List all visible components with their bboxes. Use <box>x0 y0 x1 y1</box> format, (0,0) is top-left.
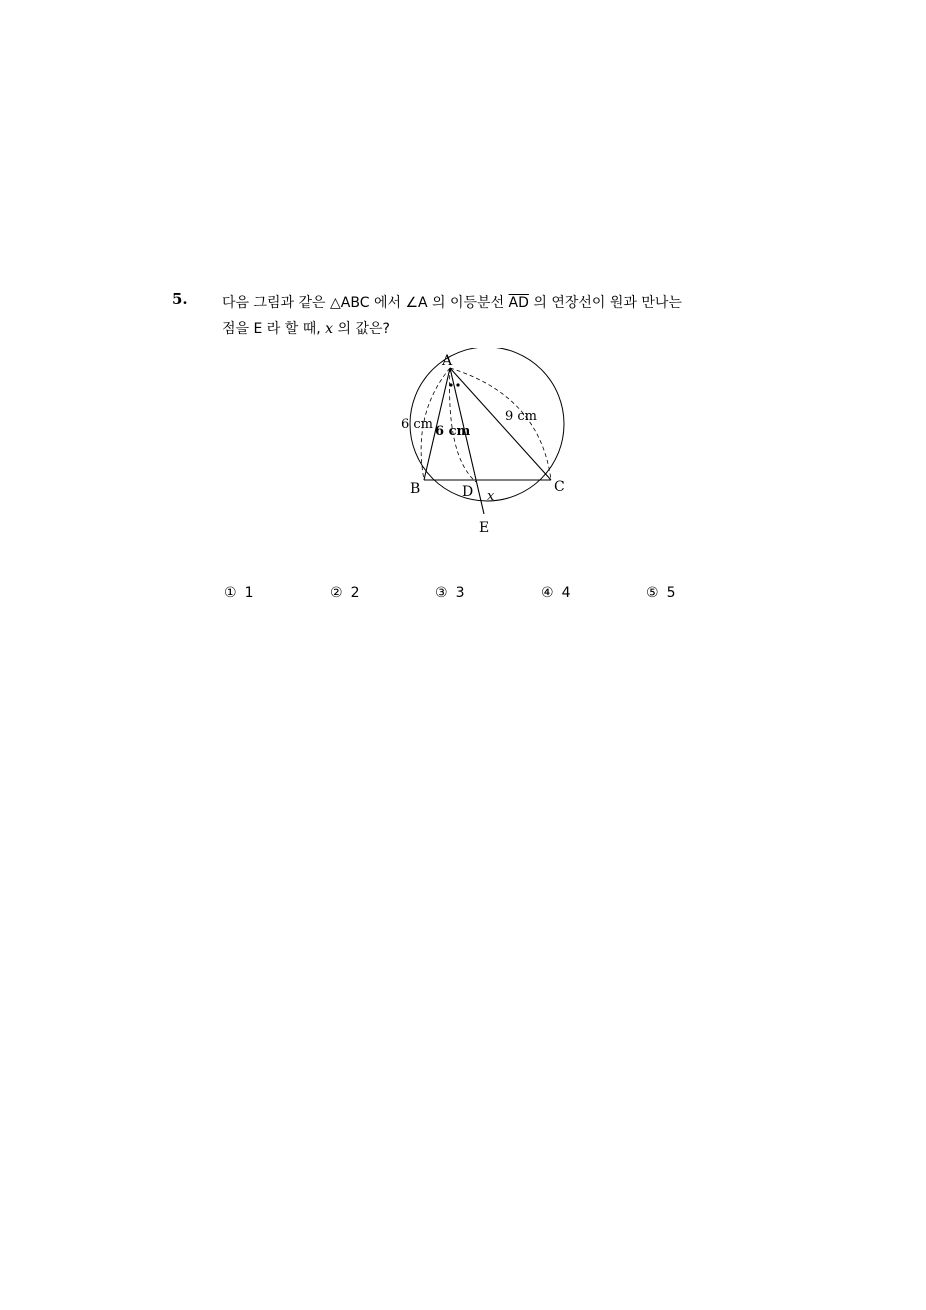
point-b-label: B <box>410 481 421 497</box>
variable-x: x <box>325 321 334 337</box>
answer-choices <box>224 585 764 607</box>
circumcircle <box>410 348 564 501</box>
question-line-2-prefix: 점을 E 라 할 때, <box>222 321 326 337</box>
angle-mark-right <box>456 383 459 386</box>
figure-svg <box>390 348 580 543</box>
point-d-label: D <box>462 484 474 500</box>
choice-1-mark: ① <box>224 585 237 601</box>
choice-5-value: 5 <box>666 585 676 601</box>
choice-1[interactable] <box>224 585 253 601</box>
point-a-label: A <box>442 353 453 369</box>
choice-1-value: 1 <box>244 585 254 601</box>
question-text <box>222 290 782 342</box>
choice-3-value: 3 <box>455 585 465 601</box>
question-line-2 <box>222 316 782 342</box>
length-de-label: x <box>487 489 495 504</box>
question-line-1-prefix: 다음 그림과 같은 △ABC 에서 ∠A 의 이등분선 <box>222 295 509 311</box>
length-ab-label: 6 cm <box>401 417 434 432</box>
length-ac-label: 9 cm <box>505 409 538 424</box>
choice-4-value: 4 <box>561 585 571 601</box>
length-ad-label: 6 cm <box>435 424 471 439</box>
segment-ad: $\overline{AD}$ <box>508 295 529 311</box>
angle-mark-left <box>449 383 452 386</box>
choice-2-mark: ② <box>330 585 343 601</box>
problem-number: 5. <box>172 290 188 308</box>
point-c-label: C <box>554 479 565 495</box>
choice-5-mark: ⑤ <box>646 585 659 601</box>
choice-2-value: 2 <box>350 585 360 601</box>
question-line-1 <box>222 290 782 316</box>
question-line-1-suffix: 의 연장선이 원과 만나는 <box>528 295 682 311</box>
choice-5[interactable] <box>646 585 675 601</box>
question-line-2-suffix: 의 값은? <box>333 321 390 337</box>
choice-3[interactable] <box>435 585 464 601</box>
choice-3-mark: ③ <box>435 585 448 601</box>
point-e-label: E <box>479 520 490 536</box>
choice-4[interactable] <box>541 585 570 601</box>
geometry-figure <box>390 348 580 547</box>
choice-4-mark: ④ <box>541 585 554 601</box>
choice-2[interactable] <box>330 585 359 601</box>
